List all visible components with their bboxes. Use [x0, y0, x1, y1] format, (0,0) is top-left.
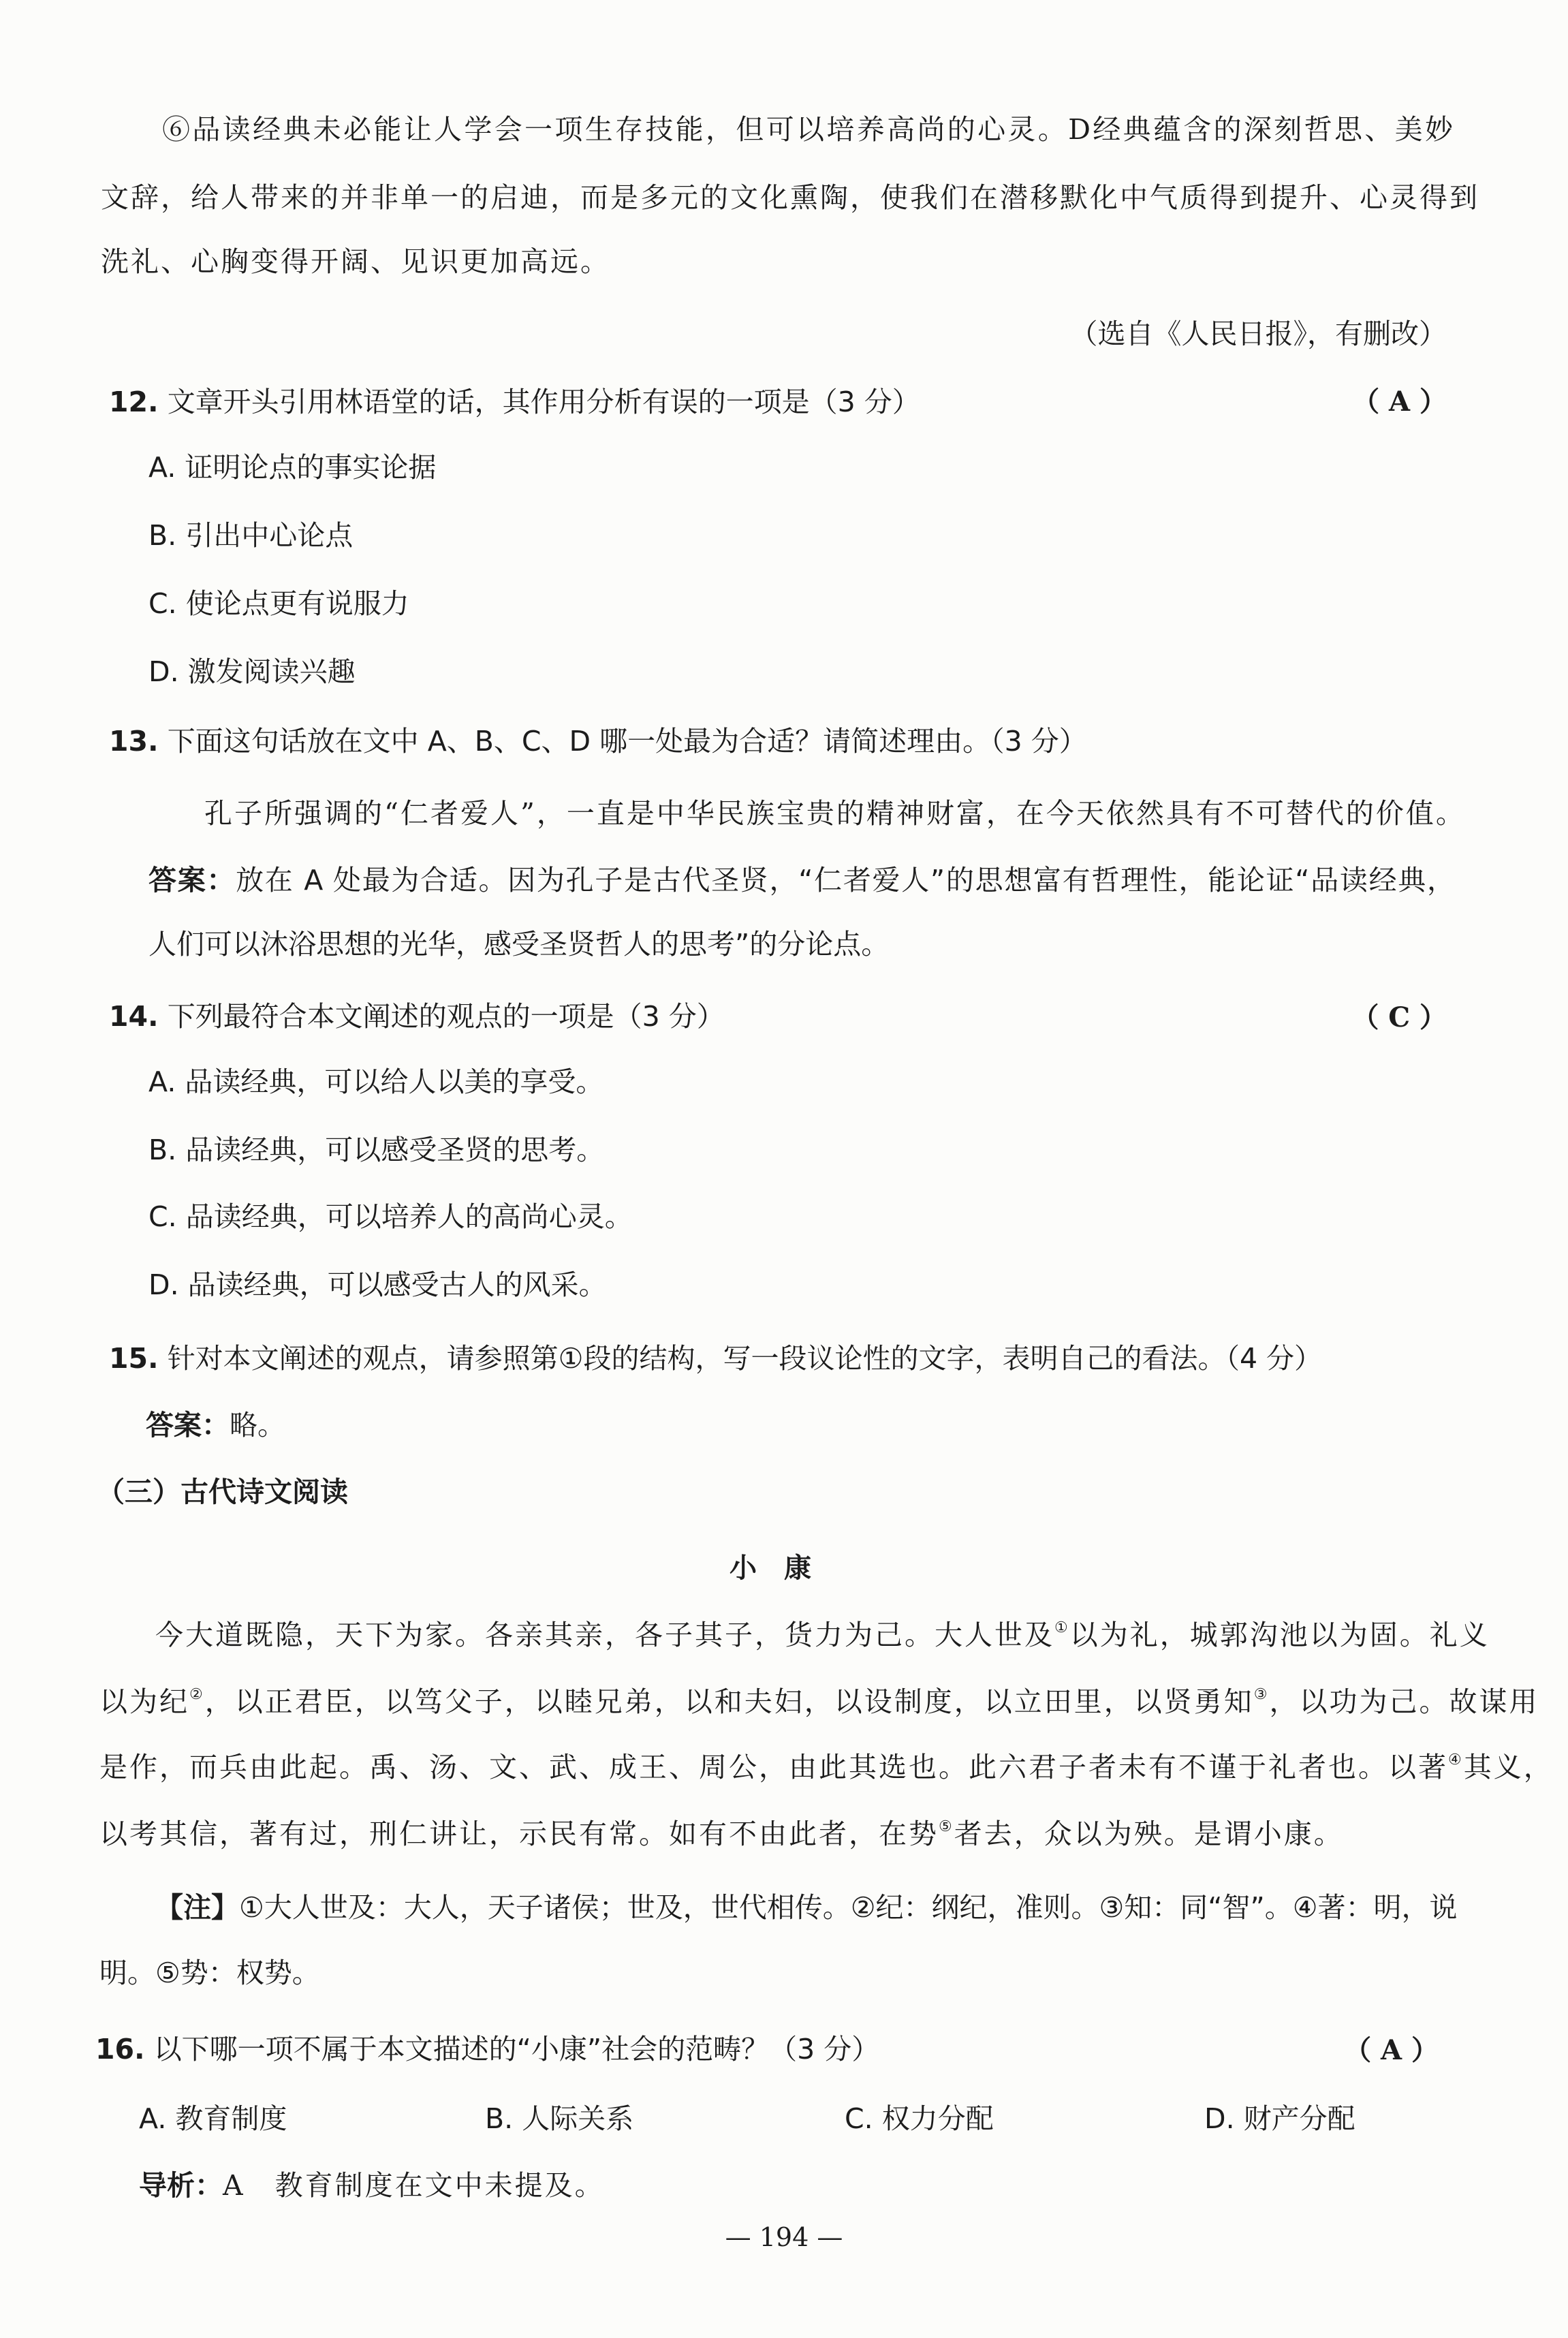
question-12-stem	[109, 383, 920, 421]
question-13-quote: 孔子所强调的“仁者爱人”，一直是中华民族宝贵的精神财富，在今天依然具有不可替代的价值。	[204, 797, 1466, 830]
option: C. 权力分配	[845, 2102, 994, 2135]
note-text: 明。⑤势：权势。	[99, 1957, 320, 1989]
question-number: 13.	[109, 725, 159, 758]
answer-label: 答案：	[148, 864, 236, 897]
question-number: 15.	[109, 1342, 159, 1375]
option: A. 品读经典，可以给人以美的享受。	[148, 1065, 604, 1098]
analysis-text: A 教育制度在文中未提及。	[223, 2169, 605, 2202]
passage-source: （选自《人民日报》，有删改）	[1069, 317, 1447, 350]
classical-text-line: 是作，而兵由此起。禹、汤、文、武、成王、周公，由此其选也。此六君子者未有不谨于礼者也。以著④其义，	[99, 1751, 1554, 1783]
question-15-stem	[109, 1339, 1322, 1377]
note-text: ①大人世及：大人，天子诸侯；世及，世代相传。②纪：纲纪，准则。③知：同“智”。④著：明，说	[239, 1891, 1458, 1924]
passage-line: ⑥品读经典未必能让人学会一项生存技能，但可以培养高尚的心灵。D经典蕴含的深刻哲思、美妙	[162, 113, 1455, 146]
question-text: 下列最符合本文阐述的观点的一项是（3 分）	[167, 1000, 725, 1033]
question-16-answer: （ A ）	[1344, 2034, 1439, 2066]
question-14-stem	[109, 997, 725, 1035]
answer-label: 答案：	[146, 1409, 230, 1441]
classical-text-line: 以考其信，著有过，刑仁讲让，示民有常。如有不由此者，在势⑤者去，众以为殃。是谓小康。	[99, 1818, 1344, 1850]
page-number: — 194 —	[725, 2222, 843, 2252]
question-number: 14.	[109, 1000, 159, 1033]
question-text: 下面这句话放在文中 A、B、C、D 哪一处最为合适？请简述理由。（3 分）	[167, 725, 1087, 758]
option: D. 品读经典，可以感受古人的风采。	[148, 1268, 607, 1301]
classical-text-line: 以为纪②，以正君臣，以笃父子，以睦兄弟，以和夫妇，以设制度，以立田里，以贤勇知③，以功为己。故谋用	[99, 1685, 1539, 1718]
option: D. 财产分配	[1204, 2102, 1355, 2135]
option: C. 品读经典，可以培养人的高尚心灵。	[148, 1200, 633, 1233]
question-12-answer: （ A ）	[1352, 386, 1447, 418]
analysis-label: 导析：	[139, 2169, 223, 2202]
question-13-answer	[148, 861, 1455, 899]
option: C. 使论点更有说服力	[148, 587, 409, 620]
option: B. 品读经典，可以感受圣贤的思考。	[148, 1134, 605, 1166]
classical-text-line: 今大道既隐，天下为家。各亲其亲，各子其子，货力为己。大人世及①以为礼，城郭沟池以为固。礼义	[155, 1619, 1490, 1651]
option: D. 激发阅读兴趣	[148, 655, 356, 688]
note-label: 【注】	[155, 1891, 239, 1924]
passage-line: 洗礼、心胸变得开阔、见识更加高远。	[101, 245, 610, 278]
question-text: 文章开头引用林语堂的话，其作用分析有误的一项是（3 分）	[167, 386, 920, 418]
question-14-answer: （ C ）	[1351, 1001, 1447, 1033]
question-text: 以下哪一项不属于本文描述的“小康”社会的范畴？（3 分）	[153, 2033, 880, 2066]
question-number: 12.	[109, 386, 159, 418]
text-title: 小康	[730, 1552, 838, 1584]
answer-text: 略。	[230, 1409, 285, 1441]
section-heading: （三）古代诗文阅读	[97, 1476, 348, 1508]
passage-line: 文辞，给人带来的并非单一的启迪，而是多元的文化熏陶，使我们在潜移默化中气质得到提升、心灵得到	[101, 181, 1479, 214]
question-15-answer	[146, 1406, 285, 1444]
question-text: 针对本文阐述的观点，请参照第①段的结构，写一段议论性的文字，表明自己的看法。（4 分）	[167, 1342, 1323, 1375]
annotation	[155, 1888, 1458, 1927]
question-number: 16.	[95, 2033, 145, 2066]
option: A. 证明论点的事实论据	[148, 451, 437, 484]
question-16-stem	[95, 2030, 879, 2068]
question-13-stem	[109, 722, 1087, 760]
option: B. 引出中心论点	[148, 519, 354, 552]
question-16-analysis	[139, 2166, 605, 2204]
answer-text: 放在 A 处最为合适。因为孔子是古代圣贤，“仁者爱人”的思想富有哲理性，能论证“品读经典，	[236, 864, 1455, 897]
option: B. 人际关系	[485, 2102, 634, 2135]
answer-text: 人们可以沐浴思想的光华，感受圣贤哲人的思考”的分论点。	[148, 928, 890, 961]
option: A. 教育制度	[139, 2102, 287, 2135]
